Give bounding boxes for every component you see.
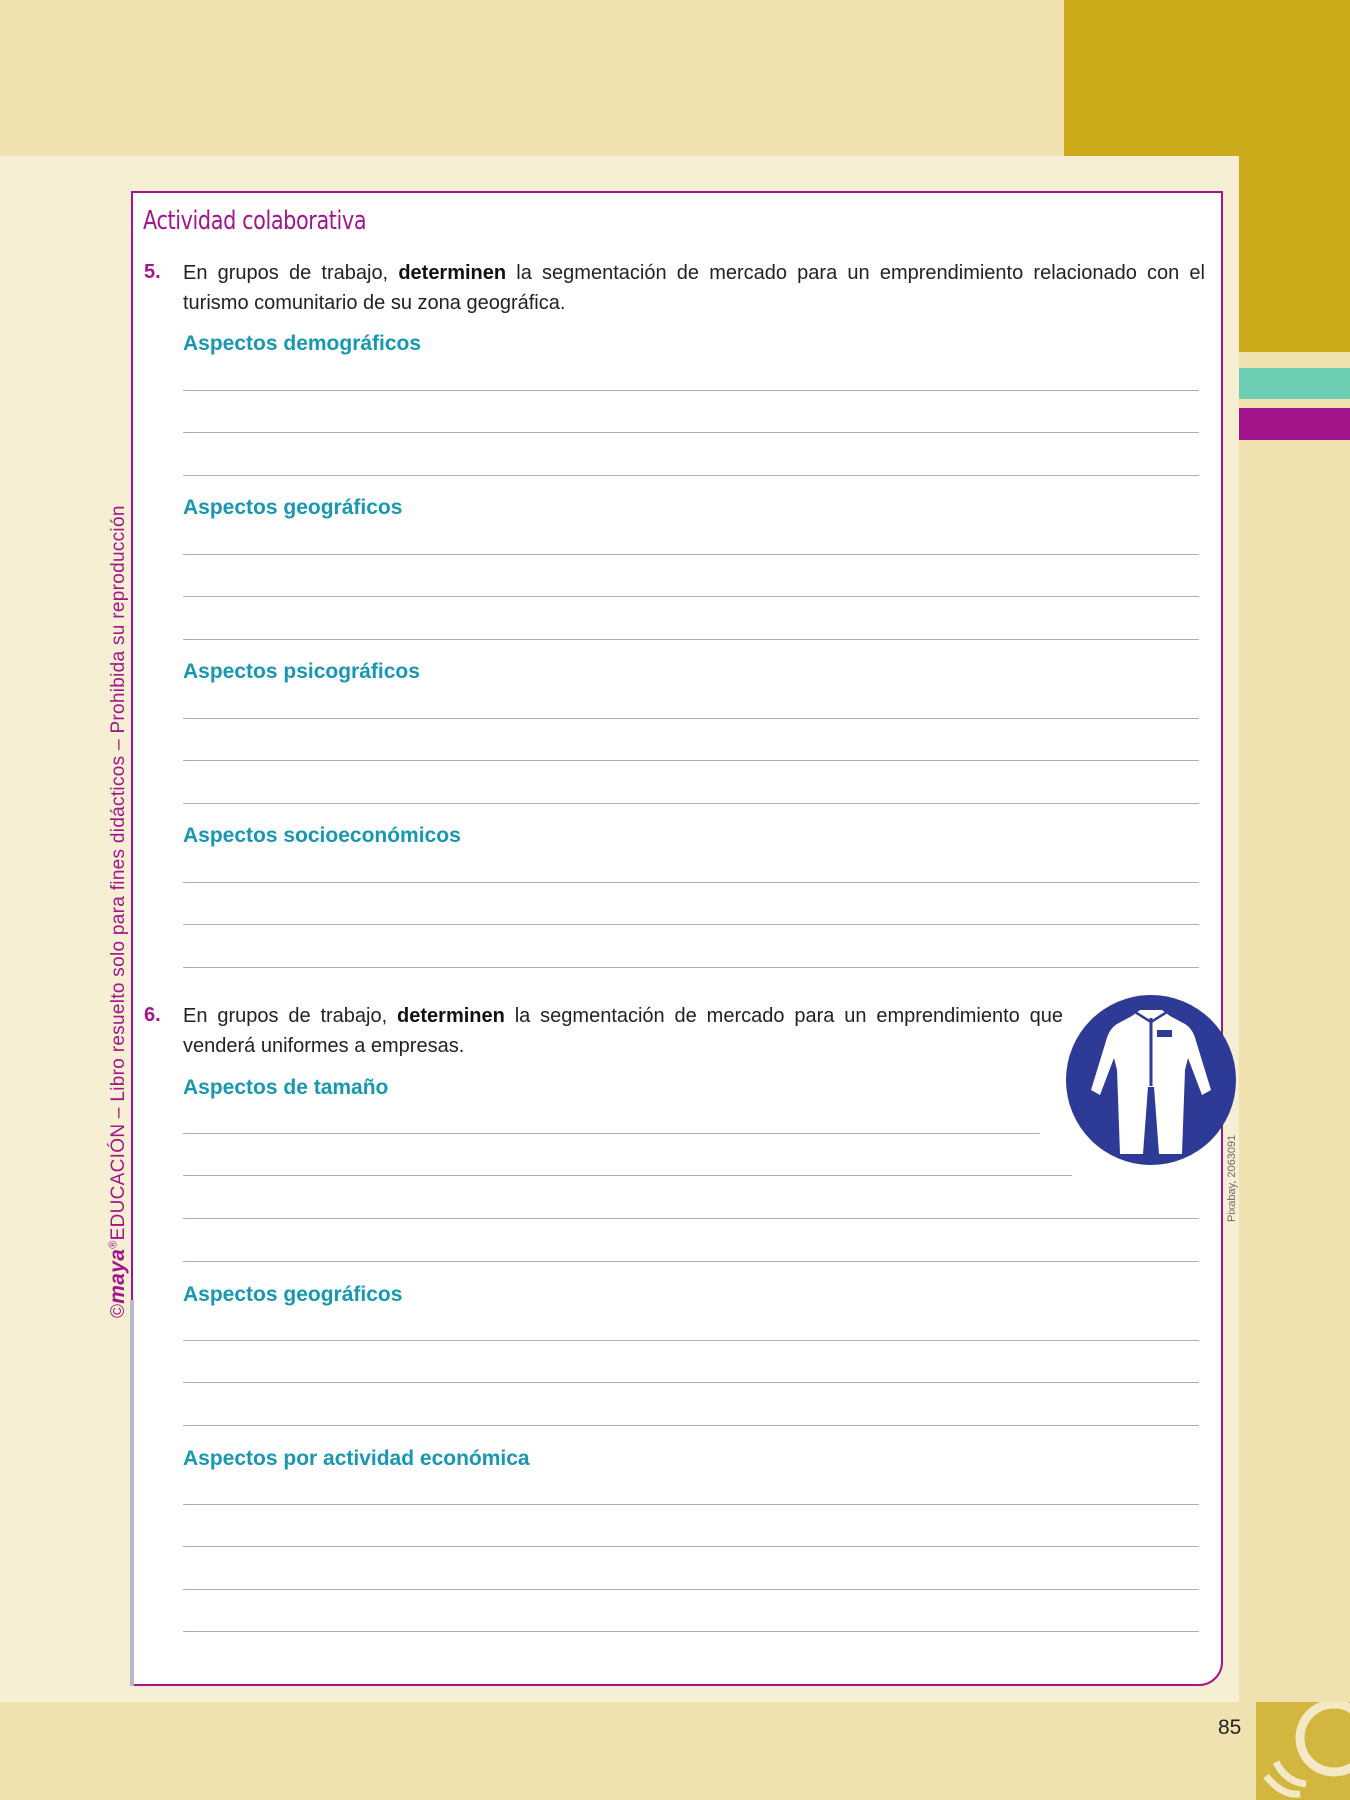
q6-size-line-4[interactable] <box>183 1261 1199 1262</box>
lightbulb-corner <box>1256 1702 1350 1800</box>
question-5-text <box>183 258 1205 318</box>
question-5-text-end: la segmentación de mercado para un emprendimiento relacionado con el turismo comunitario de su zona geográfica. <box>183 262 1206 314</box>
q6-economic-line-2[interactable] <box>183 1546 1199 1547</box>
question-6-text-end: la segmentación de mercado para un emprendimiento que venderá uniformes a empresas. <box>183 1005 1064 1057</box>
copyright-side-note <box>106 505 130 1318</box>
q6-size-heading: Aspectos de tamaño <box>183 1076 389 1099</box>
q5-psychographic-line-1[interactable] <box>183 718 1199 719</box>
q5-socioeconomic-heading: Aspectos socioeconómicos <box>183 824 461 847</box>
lightbulb-icon <box>1256 1702 1350 1800</box>
question-6-verb: determinen <box>397 1005 505 1027</box>
question-6-number: 6. <box>144 1004 161 1026</box>
page-number: 85 <box>1218 1716 1242 1739</box>
coverall-uniform-icon <box>1065 994 1237 1166</box>
q5-demographic-line-1[interactable] <box>183 390 1199 391</box>
q5-demographic-line-3[interactable] <box>183 475 1199 476</box>
q6-geographic-line-1[interactable] <box>183 1340 1199 1341</box>
q6-size-line-3[interactable] <box>183 1218 1199 1219</box>
q5-socioeconomic-line-3[interactable] <box>183 967 1199 968</box>
q5-geographic-line-3[interactable] <box>183 639 1199 640</box>
q5-socioeconomic-line-1[interactable] <box>183 882 1199 883</box>
q6-economic-line-1[interactable] <box>183 1504 1199 1505</box>
activity-title: Actividad colaborativa <box>143 206 367 236</box>
image-credit: Pixabay, 2063091 <box>1226 1134 1238 1222</box>
q5-geographic-line-2[interactable] <box>183 596 1199 597</box>
teal-tab <box>1239 368 1350 399</box>
q5-socioeconomic-line-2[interactable] <box>183 924 1199 925</box>
q5-demographic-heading: Aspectos demográficos <box>183 332 422 355</box>
question-6-text-start: En grupos de trabajo, <box>183 1005 398 1027</box>
q6-economic-line-4[interactable] <box>183 1631 1199 1632</box>
box-edge-shade <box>130 1300 134 1686</box>
question-5-number: 5. <box>144 261 161 283</box>
q6-economic-activity-heading: Aspectos por actividad económica <box>183 1447 530 1470</box>
q6-size-line-1[interactable] <box>183 1133 1040 1134</box>
q6-geographic-line-3[interactable] <box>183 1425 1199 1426</box>
q5-psychographic-line-3[interactable] <box>183 803 1199 804</box>
q6-geographic-heading: Aspectos geográficos <box>183 1283 403 1306</box>
q6-geographic-line-2[interactable] <box>183 1382 1199 1383</box>
question-5-verb: determinen <box>398 262 507 284</box>
maya-logo: maya <box>106 1248 129 1304</box>
copyright-symbol: © <box>108 1303 129 1318</box>
question-6-text <box>183 1001 1063 1061</box>
q5-geographic-heading: Aspectos geográficos <box>183 496 403 519</box>
q5-geographic-line-1[interactable] <box>183 554 1199 555</box>
copyright-text: EDUCACIÓN – Libro resuelto solo para fines didácticos – Prohibida su reproducción <box>108 505 129 1241</box>
magenta-tab <box>1239 408 1350 440</box>
q5-psychographic-line-2[interactable] <box>183 760 1199 761</box>
q5-demographic-line-2[interactable] <box>183 432 1199 433</box>
question-5-text-start: En grupos de trabajo, <box>183 262 399 284</box>
q5-psychographic-heading: Aspectos psicográficos <box>183 660 420 683</box>
q6-size-line-2[interactable] <box>183 1175 1072 1176</box>
registered-mark: ® <box>107 1240 120 1249</box>
q6-economic-line-3[interactable] <box>183 1589 1199 1590</box>
